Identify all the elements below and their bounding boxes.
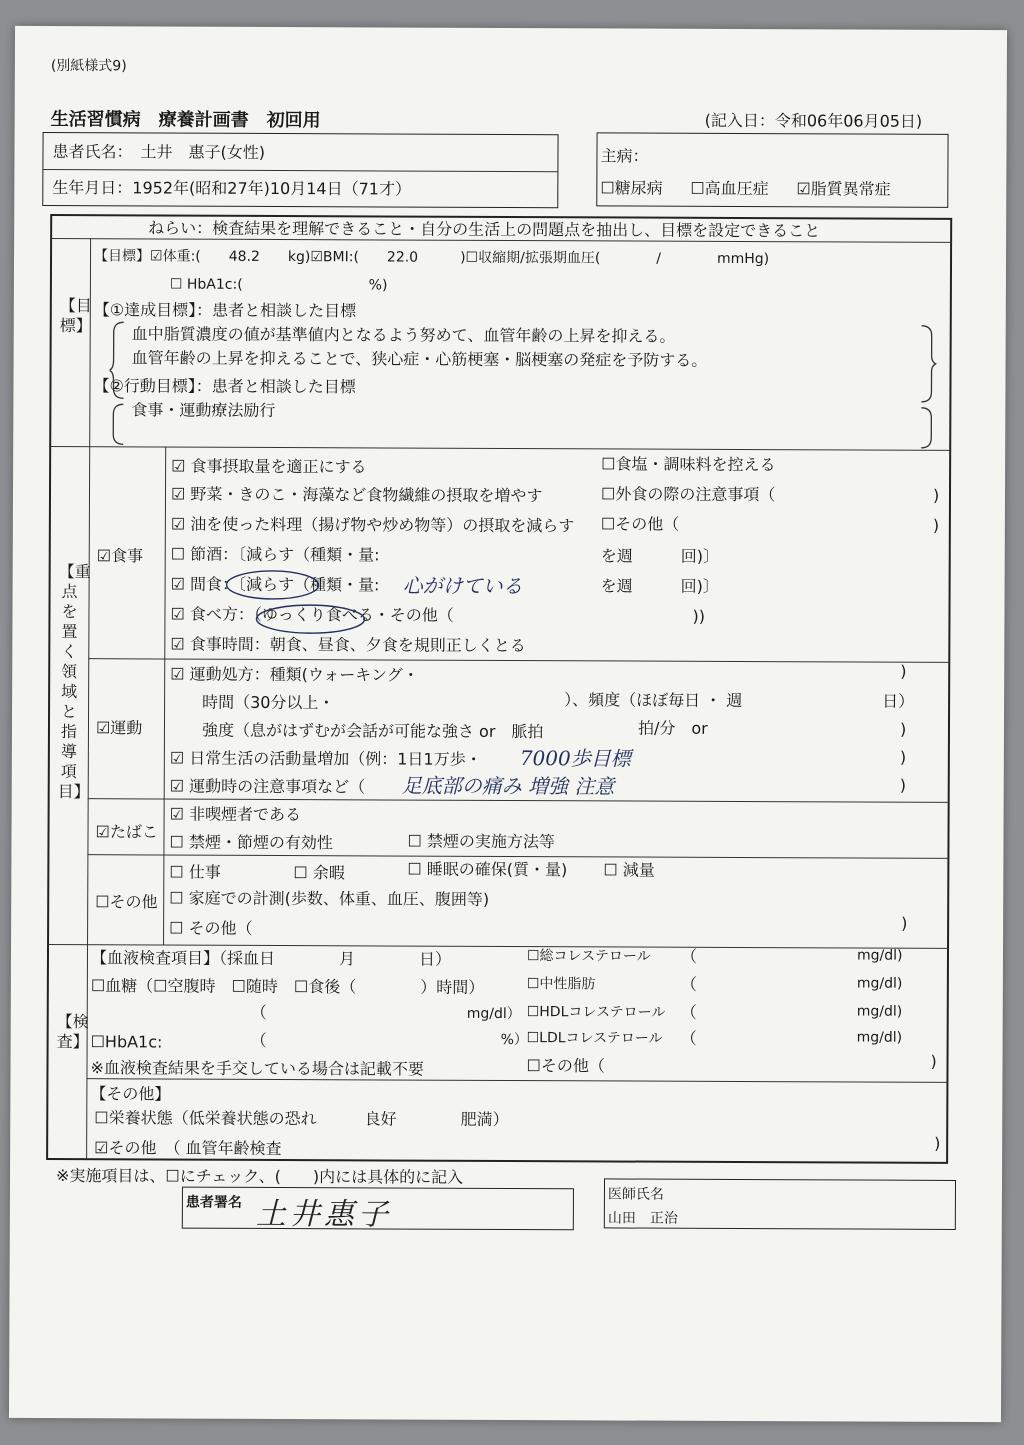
goals-section-label: 【目標】: [59, 296, 92, 336]
others-title: 【その他】: [90, 1084, 171, 1104]
paren-open: （: [680, 974, 697, 994]
achievement-2: 血管年齢の上昇を抑えることで、狭心症・心筋梗塞・脳梗塞の発症を予防する。: [131, 348, 708, 370]
other-sleep[interactable]: ☐ 睡眠の確保(質・量): [407, 859, 568, 880]
doctor-name: 山田 正治: [607, 1210, 678, 1227]
close-paren: ): [930, 1051, 937, 1071]
nutrition-state[interactable]: ☐栄養状態（低栄養状態の恐れ 良好 肥満）: [94, 1108, 509, 1130]
focus-section-label: 【重点を置く領域と指導項目】: [57, 562, 91, 802]
lipid-ldl[interactable]: ☐LDLコレステロール: [526, 1030, 663, 1047]
diet-right-3[interactable]: ☐その他（: [600, 514, 680, 534]
paren-open: （: [680, 1002, 697, 1022]
close-paren: ): [899, 775, 907, 795]
goals-row1: 【目標】☑体重:( 48.2 kg)☑BMI:( 22.0 )☐収縮期/拡張期血圧( / mmHg): [94, 248, 770, 268]
close-paren: ): [899, 747, 907, 767]
tests-section-label: 【検査】: [56, 1012, 89, 1052]
blood-sugar[interactable]: ☐血糖（☐空腹時 ☐随時 ☐食後（ ）時間）: [90, 976, 485, 997]
achievement-1: 血中脂質濃度の値が基準値内となるよう努めて、血管年齢の上昇を抑える。: [131, 324, 676, 346]
patient-name: 患者氏名： 土井 惠子(女性): [52, 142, 266, 162]
lipid-unit: mg/dl): [856, 975, 903, 992]
diet-right-1[interactable]: ☐食塩・調味料を控える: [601, 454, 776, 475]
exercise-item-2: 時間（30分以上・: [202, 692, 335, 713]
main-disease-label: 主病：: [600, 146, 649, 166]
diet-right-2[interactable]: ☐外食の際の注意事項（: [600, 484, 776, 505]
doctor-label: 医師氏名: [607, 1186, 664, 1203]
diet-item-6[interactable]: ☑ 食べ方：（ゆっくり食べる・その他（: [170, 604, 454, 625]
tobacco-item-3[interactable]: ☐ 禁煙の実施方法等: [407, 831, 555, 852]
diet-item-7[interactable]: ☑ 食事時間：朝食、昼食、夕食を規則正しくとる: [170, 634, 526, 656]
sugar-unit: mg/dl）: [466, 1005, 521, 1023]
tobacco-item-2[interactable]: ☐ 禁煙・節煙の有効性: [169, 832, 333, 853]
goal-braces: [109, 318, 950, 452]
goals-hba1c: ☐ HbA1c:( %): [169, 276, 388, 294]
lipid-hdl[interactable]: ☐HDLコレステロール: [526, 1004, 666, 1021]
disease-diabetes[interactable]: ☐糖尿病: [600, 178, 663, 198]
close-paren: ): [934, 1133, 941, 1153]
close-paren: ): [932, 515, 940, 535]
eating-close: )): [692, 606, 705, 626]
action-1: 食事・運動療法励行: [131, 400, 276, 420]
patient-sign-label: 患者署名: [185, 1194, 242, 1211]
exercise-item-3: 強度（息がはずむが会話が可能な強さ or 脈拍: [201, 720, 544, 742]
diet-item-1[interactable]: ☑ 食事摂取量を適正にする: [171, 456, 367, 477]
test-other[interactable]: ☐その他（: [526, 1056, 605, 1076]
caution-handwritten: 足底部の痛み 増強 注意: [401, 773, 615, 799]
exercise-frequency: ）、頻度（ほぼ毎日 ・ 週: [564, 690, 743, 711]
diet-item-2[interactable]: ☑ 野菜・きのこ・海藻など食物繊維の摂取を増やす: [170, 484, 543, 506]
birth-date: 生年月日：1952年(昭和27年)10月14日（71才）: [52, 178, 412, 199]
achievement-title: 【①達成目標】：患者と相談した目標: [93, 300, 357, 321]
lipid-unit: mg/dl): [856, 1003, 903, 1020]
steps-handwritten: 7000歩目標: [519, 746, 631, 771]
close-paren: ): [900, 661, 907, 681]
exercise-item-5[interactable]: ☑ 運動時の注意事項など（: [169, 776, 366, 797]
footer-note: ※実施項目は、☐にチェック、( )内には具体的に記入: [55, 1166, 464, 1187]
pulse: 拍/分 or: [637, 718, 708, 738]
snack-handwritten: 心がけている: [402, 573, 523, 599]
form-code: (別紙様式9): [50, 57, 127, 75]
paren-open: （: [250, 1002, 267, 1022]
hand-circles: [172, 567, 372, 648]
patient-signature: 土井惠子: [255, 1196, 392, 1233]
paren-open: （: [680, 946, 698, 966]
close-paren: ): [932, 485, 940, 505]
other-misc[interactable]: ☐ その他（: [169, 918, 253, 938]
paren-open: （: [680, 1028, 697, 1048]
alcohol-freq: を週 回)〕: [600, 546, 720, 566]
diet-item-3[interactable]: ☑ 油を使った料理（揚げ物や炒め物等）の摂取を減らす: [170, 514, 575, 536]
diet-item-5[interactable]: ☑ 間食：〔減らす（種類・量:: [170, 574, 380, 595]
form-title: 生活習慣病 療養計画書 初回用: [50, 108, 321, 132]
tobacco-item-1[interactable]: ☑ 非喫煙者である: [169, 804, 302, 825]
exercise-item-1[interactable]: ☑ 運動処方：種類(ウォーキング・: [170, 664, 419, 685]
close-paren: ): [899, 719, 907, 739]
disease-dyslipidemia[interactable]: ☑脂質異常症: [796, 179, 891, 199]
other-weightloss[interactable]: ☐ 減量: [603, 860, 655, 880]
snack-freq: を週 回)〕: [600, 576, 719, 596]
other-leisure[interactable]: ☐ 余暇: [293, 863, 345, 883]
exercise-item-4[interactable]: ☑ 日常生活の活動量増加（例：1日1万歩・: [169, 748, 482, 769]
diet-label[interactable]: ☑食事: [96, 546, 144, 566]
lipid-unit: mg/dl): [856, 947, 903, 964]
tobacco-label[interactable]: ☑たばこ: [95, 822, 158, 842]
lipid-total-chol[interactable]: ☐総コレステロール: [526, 948, 651, 965]
record-date: (記入日：令和06年06月05日): [704, 110, 923, 131]
aim-text: ねらい：検査結果を理解できること・自分の生活上の問題点を抽出し、目標を設定できること: [148, 218, 821, 241]
hba1c-test[interactable]: ☐HbA1c:: [90, 1032, 163, 1052]
blood-title: 【血液検査項目】（採血日 月 日）: [90, 948, 452, 969]
lipid-unit: mg/dl): [856, 1029, 903, 1046]
other-home-measure[interactable]: ☐ 家庭での計測(歩数、体重、血圧、腹囲等): [169, 888, 490, 909]
other-label[interactable]: ☐その他: [95, 892, 158, 912]
diet-item-4[interactable]: ☐ 節酒：〔減らす（種類・量:: [170, 544, 380, 565]
test-note: ※血液検査結果を手交している場合は記載不要: [90, 1058, 424, 1079]
form-paper: [9, 26, 1007, 1422]
lipid-triglyceride[interactable]: ☐中性脂肪: [526, 976, 596, 993]
disease-hypertension[interactable]: ☐高血圧症: [690, 178, 769, 199]
other-work[interactable]: ☐ 仕事: [169, 862, 221, 882]
paren-open: （: [250, 1030, 267, 1050]
others-vascular-age[interactable]: ☑その他 （ 血管年齢検査: [94, 1138, 282, 1159]
day-close: 日）: [882, 691, 915, 711]
close-paren: ): [901, 913, 908, 933]
exercise-label[interactable]: ☑運動: [95, 718, 143, 738]
action-title: 【②行動目標】：患者と相談した目標: [93, 376, 356, 397]
hba1c-unit: %）: [500, 1031, 528, 1049]
